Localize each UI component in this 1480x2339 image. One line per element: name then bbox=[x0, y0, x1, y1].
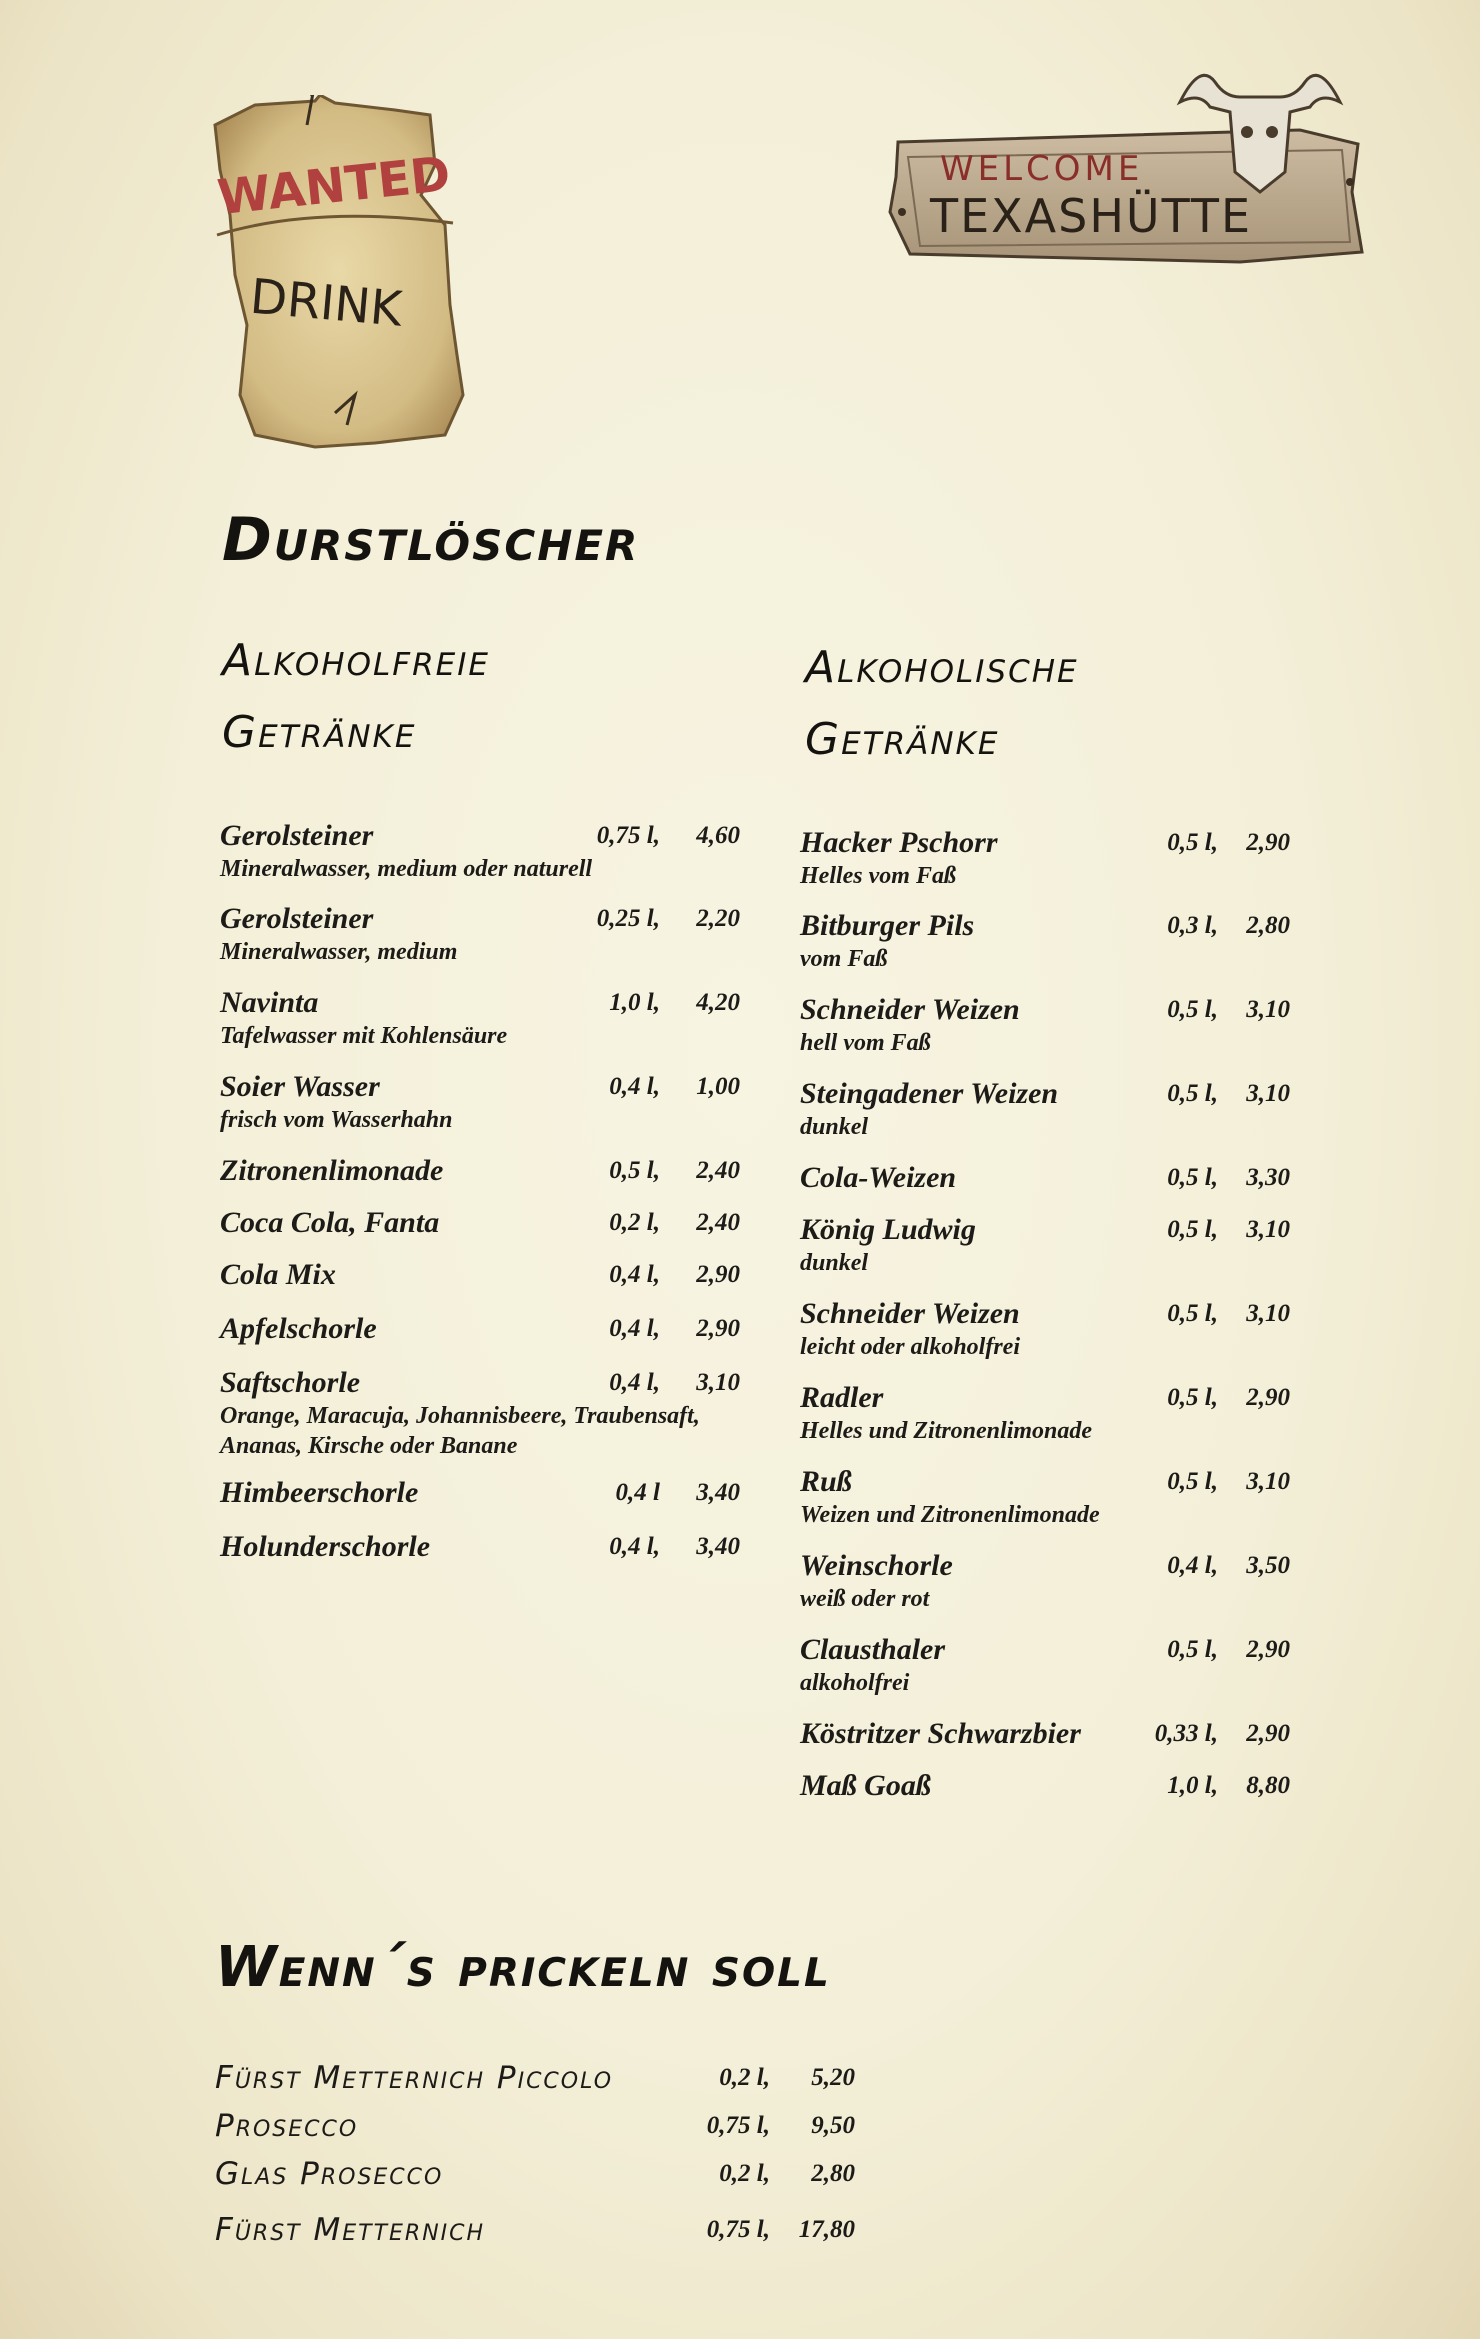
item-price: 1,00 bbox=[696, 1073, 740, 1100]
item-volume: 0,5 l, bbox=[1167, 1216, 1218, 1243]
item-volume: 0,5 l, bbox=[1167, 1164, 1218, 1191]
menu-item bbox=[800, 1768, 1290, 1820]
menu-item bbox=[215, 2060, 855, 2108]
item-volume: 0,5 l, bbox=[1167, 1636, 1218, 1663]
heading-line: Getränke bbox=[805, 714, 1000, 765]
item-volume: 0,5 l, bbox=[609, 1157, 660, 1184]
menu-item bbox=[220, 985, 740, 1069]
item-price: 3,10 bbox=[1246, 1300, 1290, 1327]
item-description: Tafelwasser mit Kohlensäure bbox=[220, 1023, 508, 1049]
item-price: 2,90 bbox=[1246, 1720, 1290, 1747]
item-volume: 0,4 l bbox=[615, 1479, 660, 1506]
item-description: Orange, Maracuja, Johannisbeere, Traubensaft, Ananas, Kirsche oder Banane bbox=[220, 1403, 700, 1459]
item-volume: 0,75 l, bbox=[706, 2216, 770, 2243]
item-price: 5,20 bbox=[811, 2064, 855, 2091]
heading-line: Getränke bbox=[222, 707, 417, 758]
item-price: 3,40 bbox=[696, 1479, 740, 1506]
menu-item bbox=[220, 901, 740, 985]
item-price: 9,50 bbox=[811, 2112, 855, 2139]
item-volume: 0,75 l, bbox=[706, 2112, 770, 2139]
item-volume: 0,2 l, bbox=[719, 2064, 770, 2091]
item-price: 3,10 bbox=[1246, 996, 1290, 1023]
item-volume: 0,25 l, bbox=[596, 905, 660, 932]
item-name: Holunderschorle bbox=[220, 1530, 431, 1563]
non-alcoholic-list bbox=[220, 818, 740, 1583]
drink-label: DRINK bbox=[247, 268, 405, 338]
item-volume: 0,5 l, bbox=[1167, 1300, 1218, 1327]
menu-item bbox=[800, 1296, 1290, 1380]
item-description: leicht oder alkoholfrei bbox=[800, 1334, 1020, 1360]
menu-item bbox=[220, 1153, 740, 1205]
item-name: Fürst Metternich bbox=[215, 2212, 486, 2248]
alcoholic-list bbox=[800, 825, 1290, 1820]
heading-line: Alkoholische bbox=[805, 642, 1079, 693]
menu-item bbox=[800, 1160, 1290, 1212]
item-name: Glas Prosecco bbox=[215, 2156, 444, 2192]
item-price: 3,10 bbox=[1246, 1216, 1290, 1243]
wanted-label: WANTED bbox=[214, 146, 453, 227]
item-name: Cola-Weizen bbox=[800, 1161, 957, 1194]
item-volume: 0,5 l, bbox=[1167, 829, 1218, 856]
menu-item bbox=[220, 1365, 740, 1475]
item-name: Navinta bbox=[220, 986, 319, 1019]
item-price: 2,40 bbox=[696, 1209, 740, 1236]
item-description: vom Faß bbox=[800, 946, 888, 972]
item-name: Fürst Metternich Piccolo bbox=[215, 2060, 614, 2096]
item-price: 2,90 bbox=[1246, 829, 1290, 856]
item-price: 4,60 bbox=[696, 822, 740, 849]
item-volume: 0,4 l, bbox=[1167, 1552, 1218, 1579]
item-volume: 0,3 l, bbox=[1167, 912, 1218, 939]
item-volume: 1,0 l, bbox=[609, 989, 660, 1016]
item-price: 2,20 bbox=[696, 905, 740, 932]
menu-item bbox=[800, 1548, 1290, 1632]
item-price: 8,80 bbox=[1246, 1772, 1290, 1799]
item-name: Schneider Weizen bbox=[800, 1297, 1020, 1330]
menu-item bbox=[800, 1076, 1290, 1160]
item-price: 2,80 bbox=[1246, 912, 1290, 939]
welcome-texashuette-sign bbox=[880, 62, 1370, 272]
item-price: 3,10 bbox=[1246, 1080, 1290, 1107]
item-price: 17,80 bbox=[798, 2216, 855, 2243]
item-description: Helles und Zitronenlimonade bbox=[800, 1418, 1093, 1444]
item-volume: 0,33 l, bbox=[1154, 1720, 1218, 1747]
item-name: Himbeerschorle bbox=[220, 1476, 419, 1509]
item-name: Radler bbox=[800, 1381, 884, 1414]
item-name: Cola Mix bbox=[220, 1258, 336, 1291]
item-volume: 0,4 l, bbox=[609, 1315, 660, 1342]
menu-item bbox=[220, 1069, 740, 1153]
item-volume: 0,5 l, bbox=[1167, 1384, 1218, 1411]
menu-item bbox=[215, 2156, 855, 2204]
item-name: Apfelschorle bbox=[220, 1312, 377, 1345]
item-volume: 0,4 l, bbox=[609, 1261, 660, 1288]
item-name: Ruß bbox=[800, 1465, 852, 1498]
menu-item bbox=[800, 1632, 1290, 1716]
menu-item bbox=[800, 908, 1290, 992]
item-name: Maß Goaß bbox=[800, 1769, 931, 1802]
menu-item bbox=[800, 1380, 1290, 1464]
item-description: dunkel bbox=[800, 1250, 869, 1276]
menu-item bbox=[220, 1529, 740, 1583]
item-description: Mineralwasser, medium bbox=[220, 939, 458, 965]
item-volume: 0,2 l, bbox=[719, 2160, 770, 2187]
wanted-drink-sign bbox=[195, 95, 495, 455]
menu-item bbox=[220, 1311, 740, 1365]
item-name: Köstritzer Schwarzbier bbox=[800, 1717, 1081, 1750]
item-name: Hacker Pschorr bbox=[800, 826, 998, 859]
item-price: 3,30 bbox=[1246, 1164, 1290, 1191]
menu-item bbox=[215, 2212, 855, 2260]
item-price: 2,80 bbox=[811, 2160, 855, 2187]
item-price: 2,40 bbox=[696, 1157, 740, 1184]
item-volume: 0,5 l, bbox=[1167, 1468, 1218, 1495]
item-volume: 0,5 l, bbox=[1167, 1080, 1218, 1107]
item-name: Gerolsteiner bbox=[220, 902, 374, 935]
item-description: Helles vom Faß bbox=[800, 863, 956, 889]
item-price: 3,40 bbox=[696, 1533, 740, 1560]
item-price: 3,50 bbox=[1246, 1552, 1290, 1579]
item-name: Schneider Weizen bbox=[800, 993, 1020, 1026]
item-volume: 0,4 l, bbox=[609, 1533, 660, 1560]
item-volume: 0,5 l, bbox=[1167, 996, 1218, 1023]
item-name: Zitronenlimonade bbox=[220, 1154, 444, 1187]
item-name: Saftschorle bbox=[220, 1366, 361, 1399]
heading-non-alcoholic bbox=[222, 625, 490, 769]
item-description: dunkel bbox=[800, 1114, 869, 1140]
item-name: König Ludwig bbox=[800, 1213, 976, 1246]
item-name: Coca Cola, Fanta bbox=[220, 1206, 440, 1239]
item-description: Weizen und Zitronenlimonade bbox=[800, 1502, 1100, 1528]
item-description: hell vom Faß bbox=[800, 1030, 931, 1056]
item-price: 3,10 bbox=[696, 1369, 740, 1396]
item-volume: 0,4 l, bbox=[609, 1369, 660, 1396]
sparkling-list bbox=[215, 2060, 855, 2260]
page-title: Durstlöscher bbox=[222, 505, 640, 575]
item-volume: 0,2 l, bbox=[609, 1209, 660, 1236]
item-price: 4,20 bbox=[696, 989, 740, 1016]
item-description: alkoholfrei bbox=[800, 1670, 910, 1696]
item-name: Gerolsteiner bbox=[220, 819, 374, 852]
item-volume: 1,0 l, bbox=[1167, 1772, 1218, 1799]
texashuette-label: TEXASHÜTTE bbox=[930, 189, 1253, 243]
item-name: Bitburger Pils bbox=[800, 909, 975, 942]
menu-item bbox=[215, 2108, 855, 2156]
item-description: weiß oder rot bbox=[800, 1586, 930, 1612]
item-price: 2,90 bbox=[1246, 1384, 1290, 1411]
menu-item bbox=[800, 1716, 1290, 1768]
item-description: frisch vom Wasserhahn bbox=[220, 1107, 453, 1133]
welcome-label: WELCOME bbox=[940, 149, 1144, 189]
item-volume: 0,4 l, bbox=[609, 1073, 660, 1100]
menu-item bbox=[220, 1257, 740, 1311]
menu-item bbox=[800, 1464, 1290, 1548]
menu-item bbox=[800, 992, 1290, 1076]
item-price: 2,90 bbox=[696, 1261, 740, 1288]
menu-item bbox=[220, 818, 740, 901]
item-price: 2,90 bbox=[1246, 1636, 1290, 1663]
menu-item bbox=[220, 1205, 740, 1257]
item-name: Weinschorle bbox=[800, 1549, 953, 1582]
heading-line: Alkoholfreie bbox=[222, 635, 490, 686]
item-name: Soier Wasser bbox=[220, 1070, 380, 1103]
menu-item bbox=[800, 825, 1290, 908]
item-name: Steingadener Weizen bbox=[800, 1077, 1059, 1110]
item-price: 3,10 bbox=[1246, 1468, 1290, 1495]
item-volume: 0,75 l, bbox=[596, 822, 660, 849]
item-name: Clausthaler bbox=[800, 1633, 946, 1666]
item-price: 2,90 bbox=[696, 1315, 740, 1342]
sparkling-title: Wenn´s prickeln soll bbox=[215, 1935, 831, 2000]
item-description: Mineralwasser, medium oder naturell bbox=[220, 856, 593, 882]
item-name: Prosecco bbox=[215, 2108, 359, 2144]
heading-alcoholic bbox=[805, 632, 1079, 776]
menu-item bbox=[220, 1475, 740, 1529]
menu-item bbox=[800, 1212, 1290, 1296]
